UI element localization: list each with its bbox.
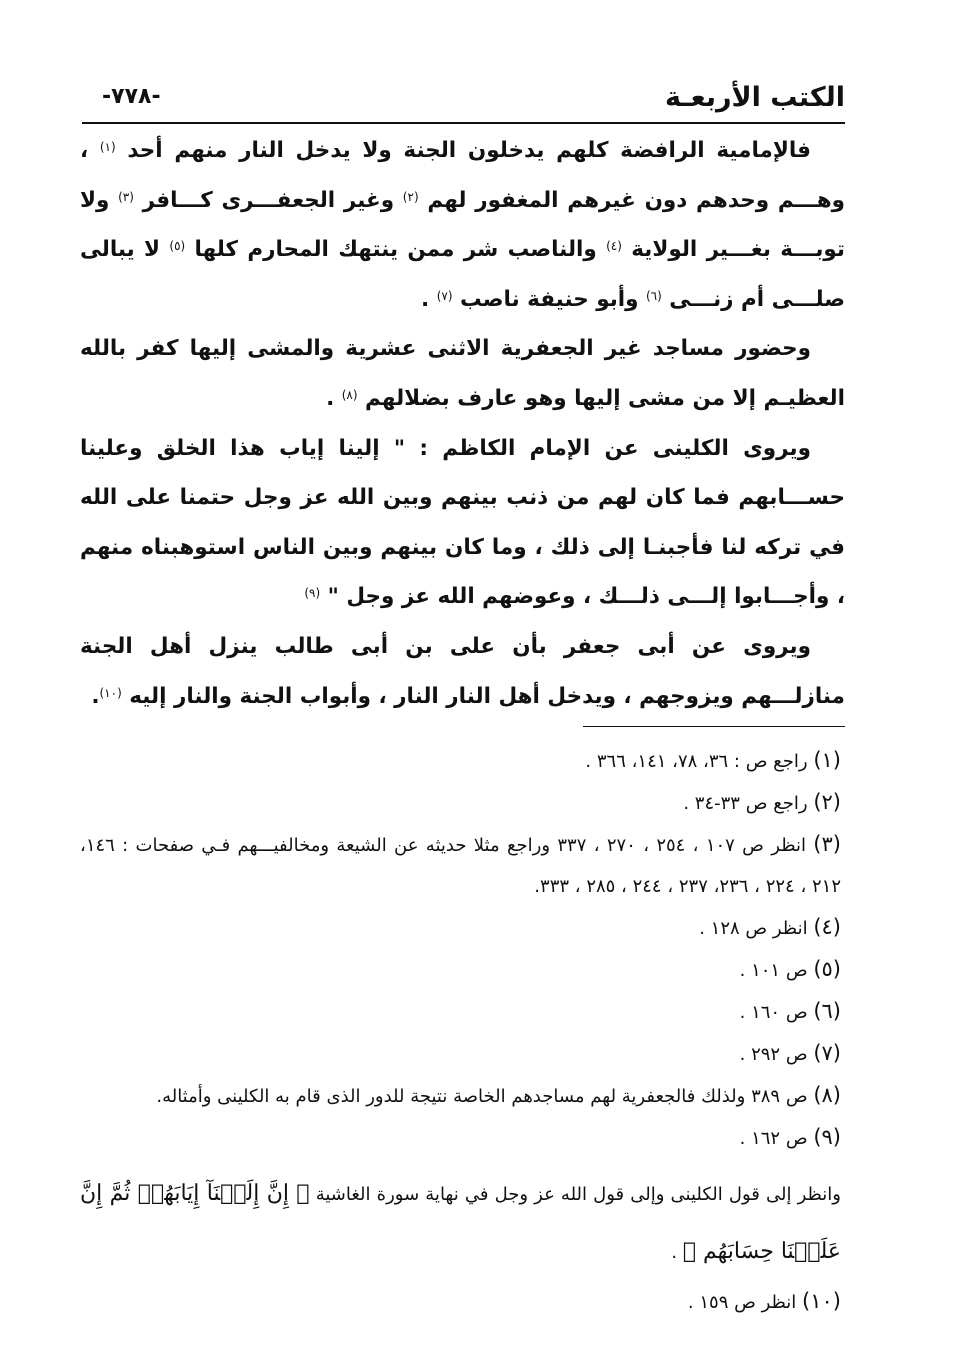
footnote-4 xyxy=(80,907,841,949)
footnote-number: (٢) xyxy=(813,790,841,814)
footnotes xyxy=(80,740,841,1323)
footnote-text: انظر ص ١٥٩ . xyxy=(687,1292,803,1313)
footnote-3 xyxy=(80,824,841,907)
text-run: ولا توبـــة بغـــير الولاية xyxy=(80,187,845,263)
text-run: لا يبالى صلـــى أم زنـــى xyxy=(80,237,845,312)
paragraph-4 xyxy=(80,622,845,721)
footnote-ref-3: (٣) xyxy=(118,189,134,204)
footnote-text: ص ٣٨٩ ولذلك فالجعفرية لهم مساجدهم الخاصة نتيجة للدور الذى قام به الكلينى وأمثاله. xyxy=(156,1086,814,1107)
footnote-7 xyxy=(80,1033,841,1075)
running-title: الكتب الأربعـة xyxy=(665,82,845,113)
footnote-1 xyxy=(80,740,841,782)
footnote-number: (١) xyxy=(813,748,841,772)
paragraph-2 xyxy=(80,324,845,423)
footnote-number: (٣) xyxy=(813,832,841,856)
footnote-number: (٤) xyxy=(813,915,841,939)
footnote-number: (٧) xyxy=(813,1041,841,1065)
footnote-2 xyxy=(80,782,841,824)
footnote-text: انظر ص ١٢٨ . xyxy=(699,918,814,939)
footnote-ref-6: (٦) xyxy=(645,288,662,303)
paragraph-1 xyxy=(80,126,845,324)
text-run: ، وهـــم وحدهم دون غيرهم المغفور لهم xyxy=(80,138,846,213)
note-end: . xyxy=(671,1242,683,1263)
footnote-5 xyxy=(80,949,841,991)
main-text xyxy=(80,126,845,721)
text-run: . xyxy=(421,286,437,312)
footnote-number: (٩) xyxy=(813,1125,841,1149)
footnote-number: (٥) xyxy=(813,957,841,981)
footnote-number: (٦) xyxy=(813,999,841,1023)
footnote-ref-10: (١٠) xyxy=(99,685,122,700)
text-run: وغير الجعفـــرى كـــافر xyxy=(133,187,403,213)
footnote-ref-9: (٩) xyxy=(304,586,321,601)
footnote-ref-8: (٨) xyxy=(341,387,358,402)
footnote-ref-2: (٢) xyxy=(402,189,419,204)
footnote-9-note xyxy=(80,1165,841,1281)
footnote-ref-5: (٥) xyxy=(169,239,186,254)
text-run: ويروى الكلينى عن الإمام الكاظم : " إلينا إياب هذا الخلق وعلينا حســـابهم فما كان لهم من ذنب بينهم وبين الله عز وجل حتمنا على الله في تركه لنا فأجبنـا إلى ذلك ، وما كان بينهم وبين الناس استوهبناه منهم ، وأجـــابوا إلـــى ذلـــك ، وعوضهم الله عز وجل " xyxy=(80,435,845,610)
footnote-ref-1: (١) xyxy=(99,140,116,154)
paragraph-3 xyxy=(80,424,845,622)
footnote-text: راجع ص : ٣٦، ٧٨، ١٤١، ٣٦٦ . xyxy=(585,751,814,772)
footnote-ref-4: (٤) xyxy=(606,239,622,254)
footnote-text: ص ٢٩٢ . xyxy=(739,1044,814,1065)
text-run: فالإمامية الرافضة كلهم يدخلون الجنة ولا يدخل النار منهم أحد xyxy=(115,138,811,163)
footnote-text: انظر ص ١٠٧ ، ٢٥٤ ، ٢٧٠ ، ٣٣٧ وراجع مثلا حديثه عن الشيعة ومخالفيـــهم فـي صفحات : ١٤٦، ٢١٢ ، ٢٢٤ ، ٢٣٦، ٢٣٧ ، ٢٤٤ ، ٢٨٥ ، ٣٣٣. xyxy=(80,835,841,897)
footnote-text: ص ١٠١ . xyxy=(739,960,814,981)
text-run: . xyxy=(91,683,100,709)
quran-verse: ﴿ إِنَّ إِلَيۡنَآ إِيَابَهُمۡ ثُمَّ إِنَّ عَلَيۡنَا حِسَابَهُم ﴾ xyxy=(80,1181,841,1264)
text-run: وأبو حنيفة ناصب xyxy=(452,286,646,312)
footnote-text: ص ١٦٠ . xyxy=(739,1002,814,1023)
footnote-10 xyxy=(80,1281,841,1323)
footnote-separator xyxy=(583,726,845,727)
page-number: -٧٧٨- xyxy=(102,84,161,109)
text-run: والناصب شر ممن ينتهك المحارم كلها xyxy=(185,237,607,263)
footnote-text: ص ١٦٢ . xyxy=(739,1128,814,1149)
text-run: ويروى عن أبى جعفر بأن على بن أبى طالب ينزل أهل الجنة منازلـــهم ويزوجهم ، ويدخل أهل النار النار ، وأبواب الجنة والنار إليه xyxy=(80,633,845,709)
footnote-number: (٨) xyxy=(813,1083,841,1107)
text-run: . xyxy=(326,385,342,411)
text-run: وحضور مساجد غير الجعفرية الاثنى عشرية والمشى إليها كفر بالله العظيـم إلا من مشى إليها وهو عارف بضلالهم xyxy=(80,336,845,411)
footnote-ref-7: (٧) xyxy=(436,288,453,303)
footnote-number: (١٠) xyxy=(802,1289,841,1313)
footnote-text: راجع ص ٣٣-٣٤ . xyxy=(683,793,814,814)
note-text: وانظر إلى قول الكلينى وإلى قول الله عز وجل في نهاية سورة الغاشية xyxy=(309,1184,841,1205)
footnote-6 xyxy=(80,991,841,1033)
footnote-9 xyxy=(80,1117,841,1159)
page-header xyxy=(82,78,845,124)
footnote-8 xyxy=(80,1075,841,1117)
